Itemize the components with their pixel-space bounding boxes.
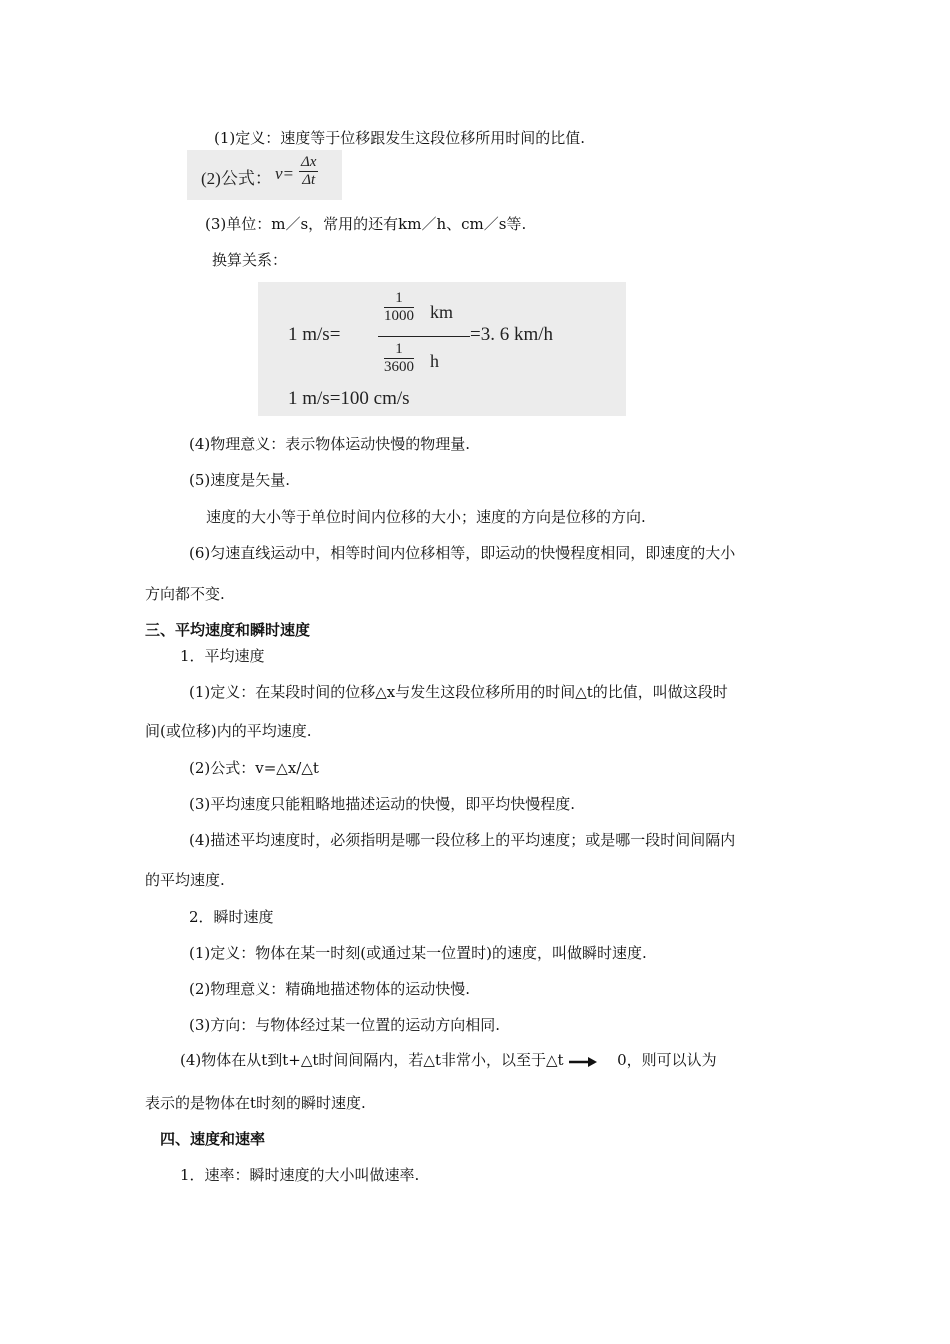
conv-km-fraction	[384, 290, 414, 325]
inst-direction-line: (3)方向：与物体经过某一位置的运动方向相同.	[189, 1016, 501, 1034]
formula-fraction	[299, 154, 318, 189]
right-arrow-icon-svg	[568, 1055, 598, 1069]
inst-limit-line-2: 表示的是物体在t时刻的瞬时速度.	[145, 1094, 366, 1112]
avg-def-line-1: (1)定义：在某段时间的位移△x与发生这段位移所用的时间△t的比值，叫做这段时	[189, 683, 728, 701]
conv-big-fraction	[378, 288, 470, 385]
uniform-motion-line-1: (6)匀速直线运动中，相等时间内位移相等，即运动的快慢程度相同，即速度的大小	[189, 544, 736, 562]
right-arrow-icon	[568, 1054, 598, 1068]
conv-rhs: =3. 6 km/h	[470, 324, 554, 345]
avg-formula-line: (2)公式：v=△x/△t	[189, 759, 319, 777]
conv-h-den: 3600	[384, 359, 414, 375]
conv-big-numerator	[378, 288, 470, 337]
conversion-label: 换算关系：	[212, 251, 288, 269]
inst-speed-subheading: 2．瞬时速度	[189, 908, 274, 926]
conv-km-unit: km	[430, 302, 454, 322]
avg-describe-line-2: 的平均速度.	[145, 871, 225, 889]
conv-h-num: 1	[384, 341, 414, 359]
section-4-heading: 四、速度和速率	[160, 1130, 266, 1148]
physical-meaning-line: (4)物理意义：表示物体运动快慢的物理量.	[189, 435, 471, 453]
conv-lhs: 1 m/s=	[288, 324, 341, 345]
vector-line: (5)速度是矢量.	[189, 471, 291, 489]
unit-line: (3)单位：m／s，常用的还有km／h、cm／s等.	[205, 215, 527, 233]
conv-h-fraction	[384, 341, 414, 376]
inst-limit-line-1	[180, 1050, 717, 1070]
formula-denominator: Δt	[302, 172, 316, 188]
inst-def-line: (1)定义：物体在某一时刻(或通过某一位置时)的速度，叫做瞬时速度.	[189, 944, 647, 962]
formula-numerator: Δx	[301, 154, 317, 170]
uniform-motion-line-2: 方向都不变.	[145, 585, 225, 603]
avg-rough-line: (3)平均速度只能粗略地描述运动的快慢，即平均快慢程度.	[189, 795, 576, 813]
section-3-heading: 三、平均速度和瞬时速度	[145, 621, 311, 639]
conv-line2: 1 m/s=100 cm/s	[288, 388, 410, 409]
conv-big-denominator	[378, 337, 470, 385]
conv-km-num: 1	[384, 290, 414, 308]
inst-limit-post: 0，则可以认为	[617, 1051, 717, 1069]
conv-km-den: 1000	[384, 308, 414, 324]
avg-def-line-2: 间(或位移)内的平均速度.	[145, 722, 312, 740]
avg-describe-line-1: (4)描述平均速度时，必须指明是哪一段位移上的平均速度；或是哪一段时间间隔内	[189, 831, 736, 849]
inst-limit-pre: (4)物体在从t到t+△t时间间隔内，若△t非常小，以至于△t	[180, 1051, 564, 1069]
definition-line: (1)定义：速度等于位移跟发生这段位移所用时间的比值.	[214, 129, 586, 147]
formula-var: v=	[275, 164, 295, 183]
inst-meaning-line: (2)物理意义：精确地描述物体的运动快慢.	[189, 980, 471, 998]
speed-rate-line: 1．速率：瞬时速度的大小叫做速率.	[180, 1166, 420, 1184]
conversion-image	[258, 282, 626, 416]
vector-explain-line: 速度的大小等于单位时间内位移的大小；速度的方向是位移的方向.	[206, 508, 646, 526]
avg-speed-subheading: 1．平均速度	[180, 647, 265, 665]
formula-prefix: (2)公式：	[201, 169, 272, 188]
conv-h-unit: h	[430, 351, 439, 371]
formula-image	[187, 150, 342, 200]
